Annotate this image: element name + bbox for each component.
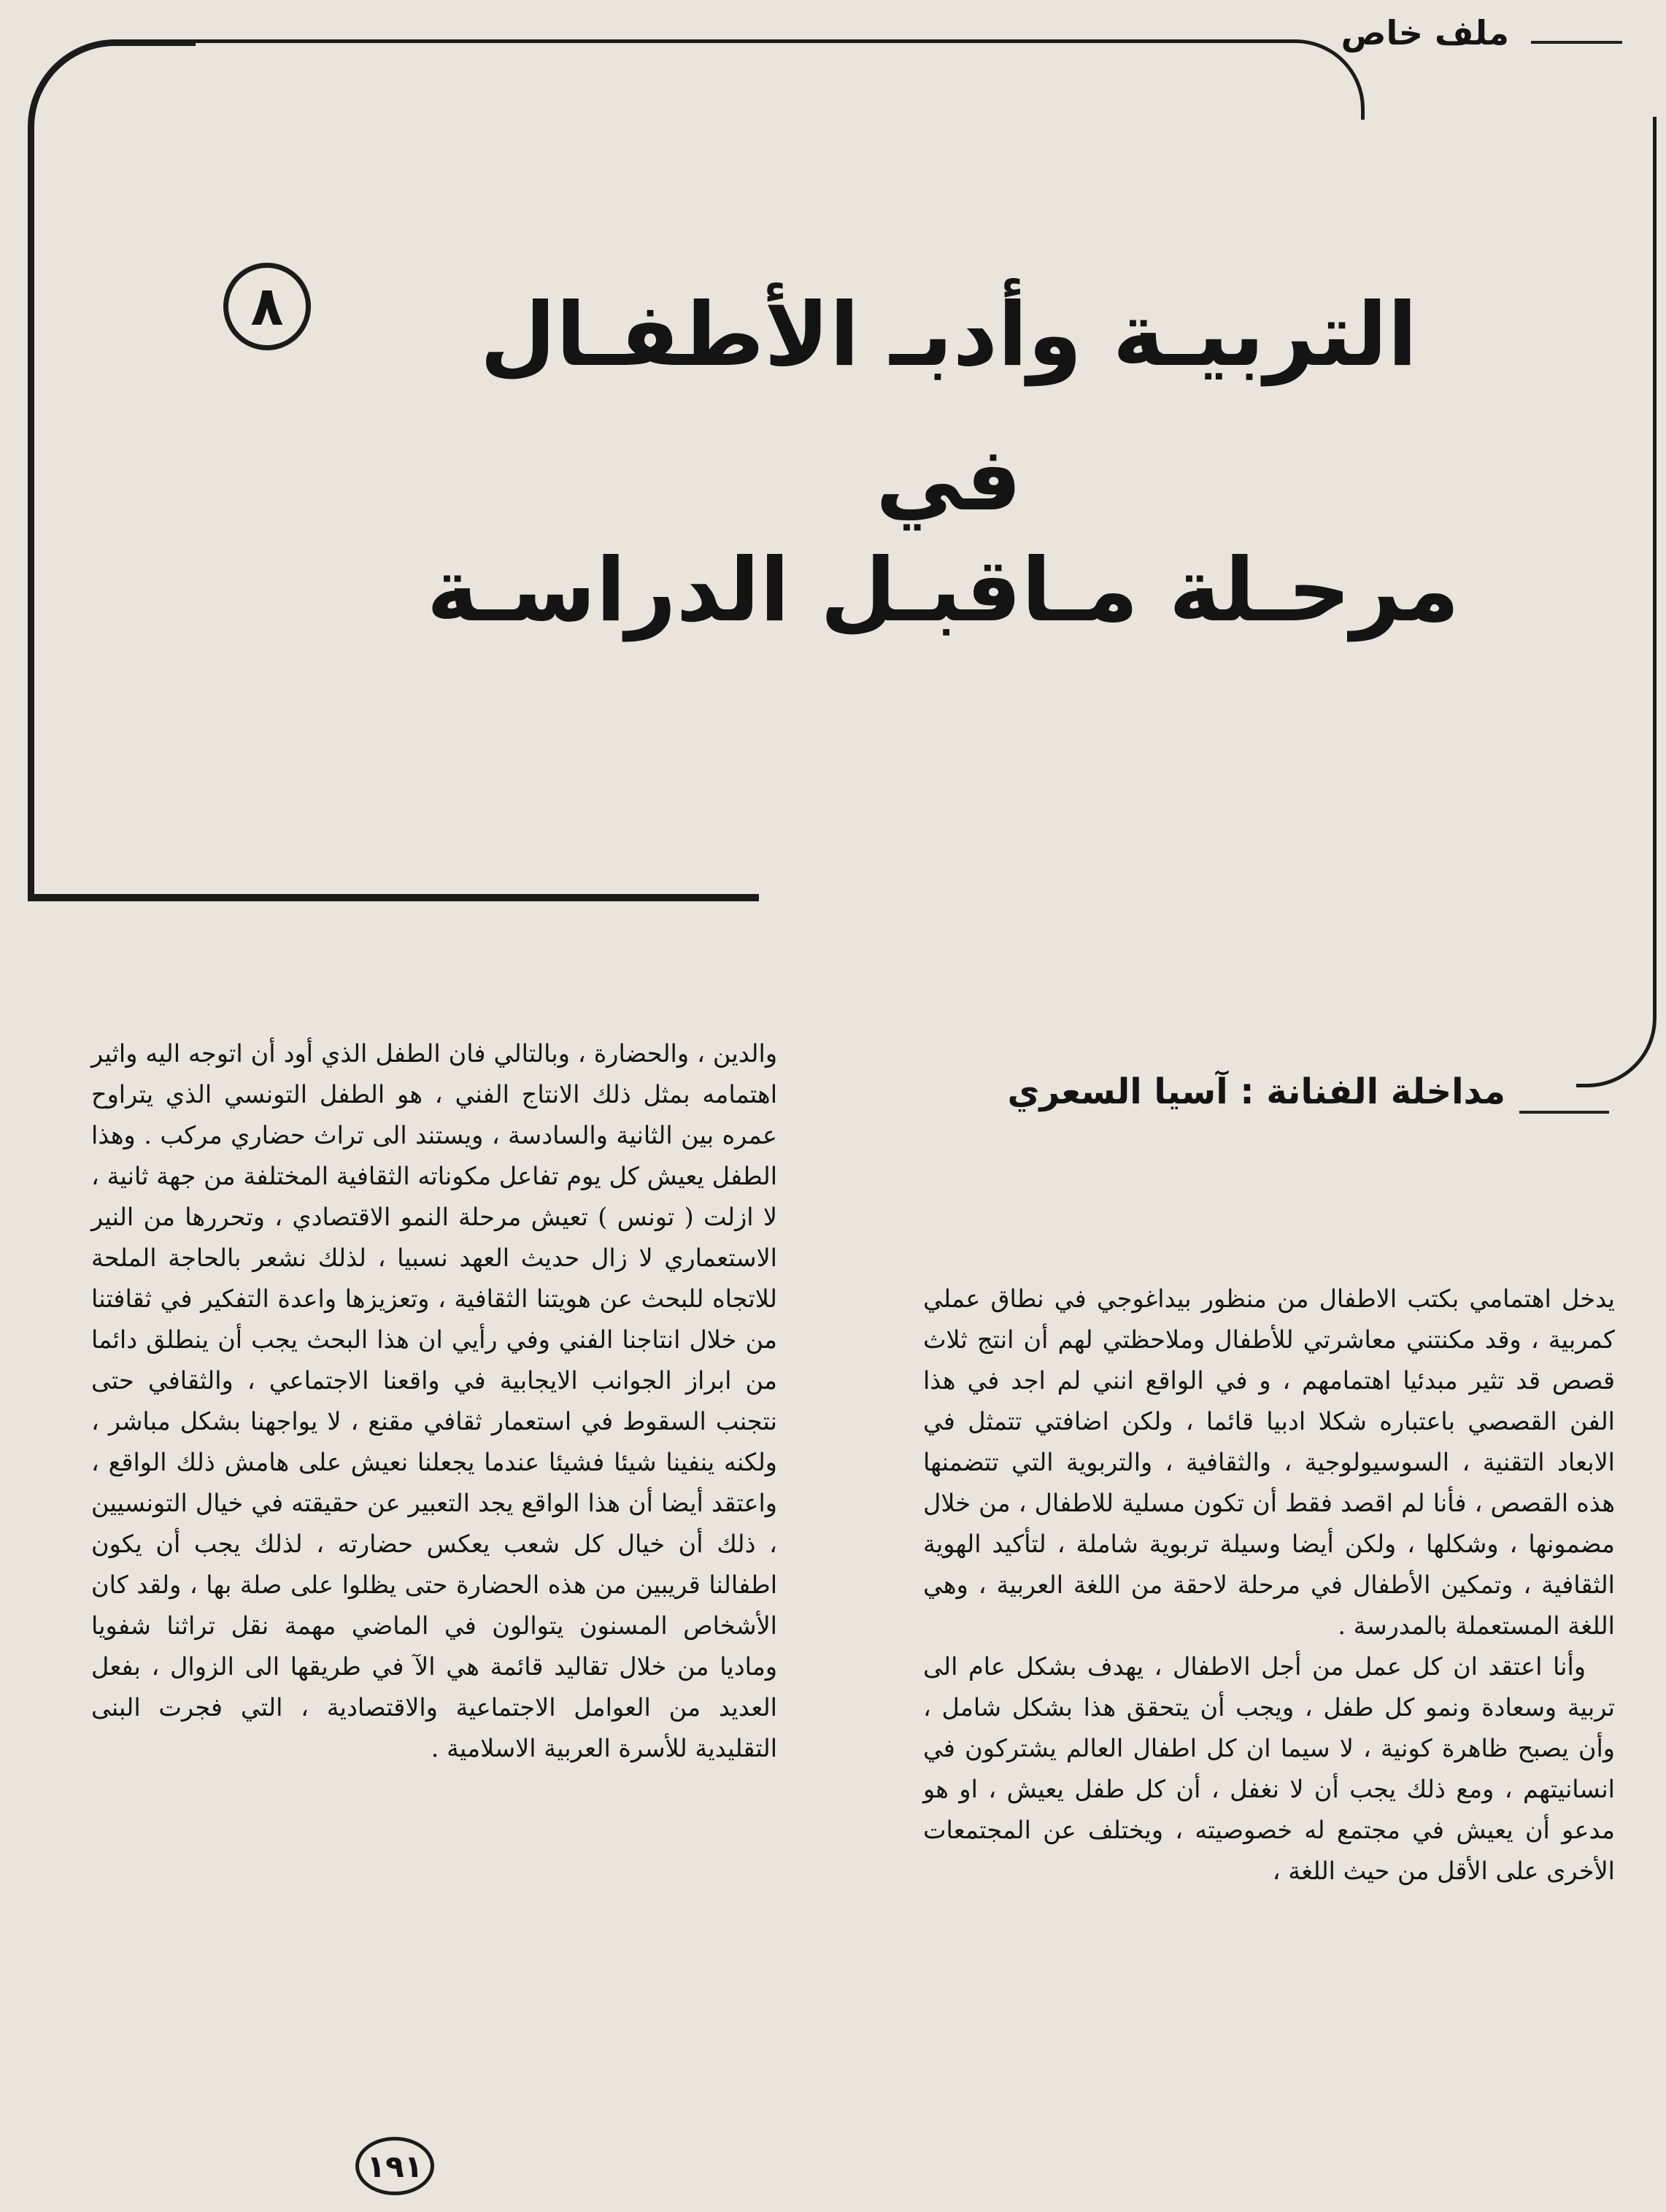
section-label: ملف خاص [1341,13,1509,53]
article-title-line-3: مرحـلة مـاقبـل الدراسـة [426,540,1459,641]
series-number-badge: ٨ [223,263,311,350]
paragraph: وأنا اعتقد ان كل عمل من أجل الاطفال ، يهدف بشكل عام الى تربية وسعادة ونمو كل طفل ، ويجب أن يتحقق هذا بشكل شامل ، وأن يصبح ظاهرة كونية ، لا سيما ان كل اطفال العالم يشتركون في انسانيتهم ، ومع ذلك يجب أن لا نغفل ، أن كل طفل يعيش ، او هو مدعو أن يعيش في مجتمع له خصوصيته ، ويختلف عن المجتمعات الأخرى على الأقل من حيث اللغة ، [923,1652,1615,1885]
page-number: ١٩١ [355,2137,434,2195]
title-frame-bottom [28,894,759,901]
article-title-line-2: في [876,429,1022,531]
header-rule [1531,41,1622,44]
paragraph: والدين ، والحضارة ، وبالتالي فان الطفل الذي أود أن اتوجه اليه واثير اهتمامه بمثل ذلك الانتاج الفني ، هو الطفل التونسي الذي يتراوح عمره بين الثانية والسادسة ، ويستند الى تراث حضاري مركب . وهذا الطفل يعيش كل يوم تفاعل مكوناته الثقافية المختلفة من جهة ثانية ، لا ازلت ( تونس ) تعيش مرحلة النمو الاقتصادي ، وتحررها من النير الاستعماري لا زال حديث العهد نسبيا ، لذلك نشعر بالحاجة الملحة للاتجاه للبحث عن هويتنا الثقافية ، وتعزيزها واعدة التفكير في ثقافتنا من خلال انتاجنا الفني وفي رأيي ان هذا البحث يجب أن ينطلق دائما من ابراز الجوانب الايجابية في واقعنا الاجتماعي ، والثقافي حتى نتجنب السقوط في استعمار ثقافي مقنع ، لا يواجهنا بشكل مباشر ، ولكنه ينفينا شيئا فشيئا عندما يجعلنا نعيش على هامش ذلك الواقع ، واعتقد أيضا أن هذا الواقع يجد التعبير عن حقيقته في خيال التونسيين ، ذلك أن خيال كل شعب يعكس حضارته ، لذلك يجب أن يكون اطفالنا قريبين من هذه الحضارة حتى يظلوا على صلة بها ، ولقد كان الأشخاص المسنون يتوالون في الماضي مهمة نقل تراثنا شفويا وماديا من خلال تقاليد قائمة هي الآ في طريقها الى الزوال ، بفعل العديد من العوامل الاجتماعية والاقتصادية ، التي فجرت البنى التقليدية للأسرة العربية الاسلامية . [91,1039,777,1762]
title-frame-top [182,39,1365,120]
article-column-right [923,1279,1615,1892]
paragraph: يدخل اهتمامي بكتب الاطفال من منظور بيداغوجي في نطاق عملي كمربية ، وقد مكنتني معاشرتي للأطفال وملاحظتي لهم أن انتج ثلاث قصص قد تثير مبدئيا اهتمامهم ، و في الواقع انني لم اجد في هذا الفن القصصي باعتباره شكلا ادبيا قائما ، ولكن اضافتي تتمثل في الابعاد التقنية ، السوسيولوجية ، والثقافية ، والتربوية التي تتضمنها هذه القصص ، فأنا لم اقصد فقط أن تكون مسلية للاطفال ، من خلال مضمونها ، وشكلها ، ولكن أيضا وسيلة تربوية شاملة ، لتأكيد الهوية الثقافية ، وتمكين الأطفال في مرحلة لاحقة من اللغة العربية ، وهي اللغة المستعملة بالمدرسة . [923,1284,1615,1640]
title-frame-left [28,39,196,901]
title-frame-right [1576,117,1657,1087]
byline-rule [1519,1111,1609,1114]
author-byline: مداخلة الفنانة : آسيا السعري [1007,1071,1505,1112]
article-column-left [91,1033,777,1769]
article-title-line-1: التربيـة وأدبـ الأطفـال [479,285,1418,386]
